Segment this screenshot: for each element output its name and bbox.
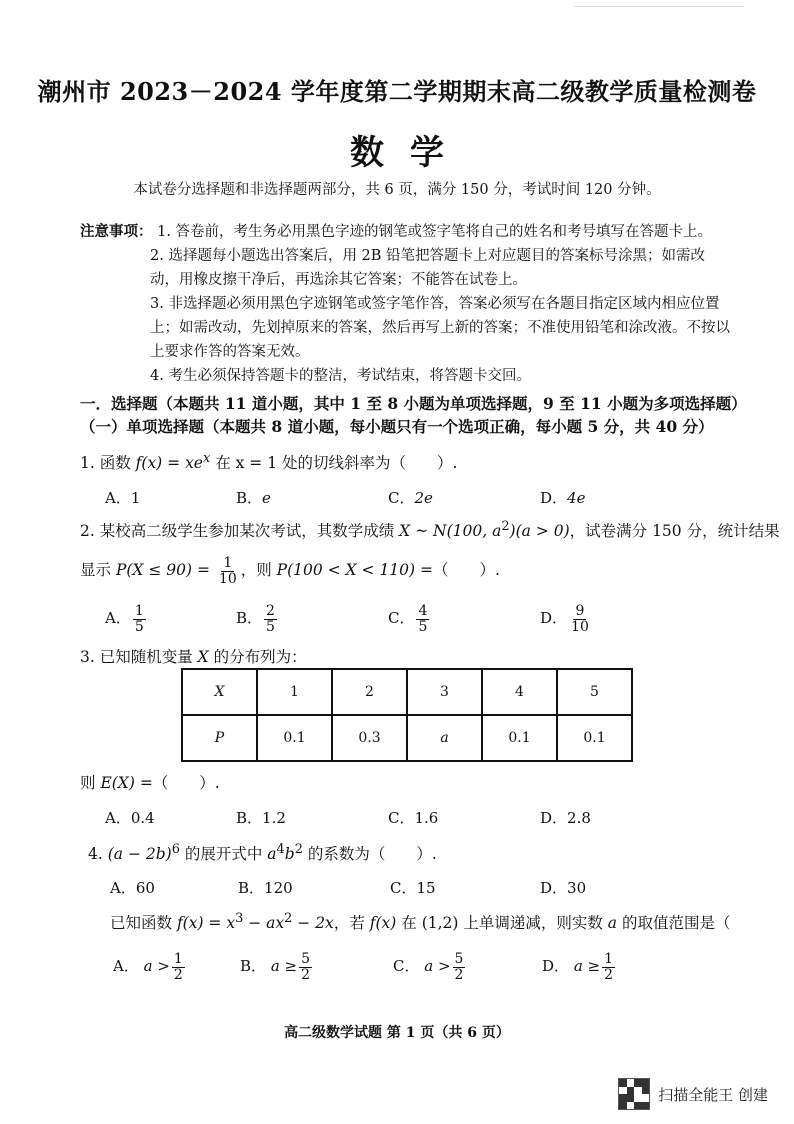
- q2-option-b[interactable]: B． $\frac{2}{5}$: [236, 603, 275, 635]
- table-cell: 1: [257, 669, 332, 715]
- distribution-table: [181, 668, 633, 762]
- q2-option-a[interactable]: A． $\frac{1}{5}$: [105, 603, 144, 635]
- page-footer: 高二级数学试题 第 1 页（共 6 页）: [284, 1025, 510, 1041]
- question-1-stem: [80, 451, 457, 473]
- table-cell: 2: [332, 669, 407, 715]
- qr-code-icon: [618, 1078, 650, 1110]
- q4-option-b[interactable]: B．120: [238, 879, 293, 897]
- table-row: [182, 669, 632, 715]
- question-3-stem: 3. 已知随机变量 X 的分布列为：: [80, 648, 307, 666]
- q4-option-a[interactable]: A．60: [110, 879, 155, 897]
- q4-option-d[interactable]: D．30: [540, 879, 587, 897]
- table-cell: 0.3: [332, 715, 407, 761]
- scanner-watermark: [618, 1078, 768, 1110]
- question-3-ask: 则 E(X) =（ ）.: [80, 774, 220, 792]
- q3-option-c[interactable]: C．1.6: [388, 809, 439, 827]
- top-edge-mark: [574, 0, 744, 7]
- table-cell: 5: [557, 669, 632, 715]
- question-5-stem: 已知函数 $f(x) = x^3 - ax^2 - 2x$，若 f(x) 在 (1,2) 上单调递减，则实数 a 的取值范围是（: [110, 911, 731, 933]
- q1-option-a[interactable]: A．1: [105, 489, 141, 507]
- notice-item-2: 2. 选择题每小题选出答案后，用 2B 铅笔把答题卡上对应题目的答案标号涂黑；如需改动，用橡皮擦干净后，再选涂其它答案；不能答在试卷上。: [150, 248, 706, 288]
- table-cell: 0.1: [257, 715, 332, 761]
- table-cell: 0.1: [482, 715, 557, 761]
- q3-option-d[interactable]: D．2.8: [540, 809, 591, 827]
- table-cell: 0.1: [557, 715, 632, 761]
- q5-option-c[interactable]: C． a > $\frac{5}{2}$: [393, 951, 464, 983]
- question-4-stem: 4. $(a - 2b)^6$ 的展开式中 $a^4b^2$ 的系数为（ ）.: [88, 842, 437, 864]
- table-cell: 3: [407, 669, 482, 715]
- table-cell: X: [182, 669, 257, 715]
- q5-option-a[interactable]: A． a > $\frac{1}{2}$: [113, 951, 183, 983]
- notice-block: [80, 220, 740, 384]
- q1-option-d[interactable]: D．4e: [540, 489, 586, 507]
- table-cell: a: [407, 715, 482, 761]
- question-2-stem: 2. 某校高二级学生参加某次考试，其数学成绩 X ~ N(100, $a^2)(a > 0)$，试卷满分 150 分，统计结果: [80, 519, 780, 541]
- table-row: [182, 715, 632, 761]
- notice-item-3: 3. 非选择题必须用黑色字迹钢笔或签字笔作答，答案必须写在各题目指定区域内相应位置上；如需改动，先划掉原来的答案，然后再写上新的答案；不准使用铅笔和涂改液。不按以上要求作答的答案无效。: [150, 296, 730, 360]
- q1-text: 1. 函数: [80, 454, 136, 473]
- q1-option-b[interactable]: B．e: [236, 489, 271, 507]
- notice-item-4: 4. 考生必须保持答题卡的整洁，考试结束，将答题卡交回。: [150, 368, 531, 384]
- q5-option-d[interactable]: D． a ≥ $\frac{1}{2}$: [542, 951, 614, 983]
- q1-exp: x: [202, 451, 211, 466]
- q3-option-a[interactable]: A．0.4: [105, 809, 155, 827]
- q2-option-c[interactable]: C． $\frac{4}{5}$: [388, 603, 428, 635]
- q5-option-b[interactable]: B． a ≥ $\frac{5}{2}$: [240, 951, 311, 983]
- q1-text-2: 在 x = 1 处的切线斜率为（ ）.: [210, 454, 458, 473]
- table-cell: 4: [482, 669, 557, 715]
- notice-item-1: 1. 答卷前，考生务必用黑色字迹的钢笔或签字笔将自己的姓名和考号填写在答题卡上。: [157, 224, 713, 240]
- section-heading: 一．选择题（本题共 11 道小题，其中 1 至 8 小题为单项选择题，9 至 11 小题为多项选择题）: [80, 394, 747, 413]
- subject-title: 数学: [350, 133, 470, 173]
- exam-title: 潮州市 2023－2024 学年度第二学期期末高二级教学质量检测卷: [37, 77, 757, 106]
- section-subheading: （一）单项选择题（本题共 8 道小题，每小题只有一个选项正确，每小题 5 分，共 40 分）: [80, 417, 714, 436]
- q3-option-b[interactable]: B．1.2: [236, 809, 286, 827]
- exam-intro: 本试卷分选择题和非选择题两部分，共 6 页，满分 150 分，考试时间 120 分钟。: [133, 182, 661, 198]
- q1-option-c[interactable]: C．2e: [388, 489, 433, 507]
- table-cell: P: [182, 715, 257, 761]
- notice-label: 注意事项：: [80, 223, 153, 240]
- watermark-text: 扫描全能王 创建: [658, 1085, 768, 1104]
- q2-option-d[interactable]: D． $\frac{9}{10}$: [540, 603, 589, 635]
- q2-fraction: $\frac{1}{10}$: [218, 555, 237, 587]
- q1-expr: f(x) = xe: [135, 454, 203, 473]
- q4-option-c[interactable]: C．15: [390, 879, 436, 897]
- question-2-stem-2: 显示 P(X ≤ 90) = $\frac{1}{10}$ ，则 P(100 < X < 110) =（ ）.: [80, 555, 500, 587]
